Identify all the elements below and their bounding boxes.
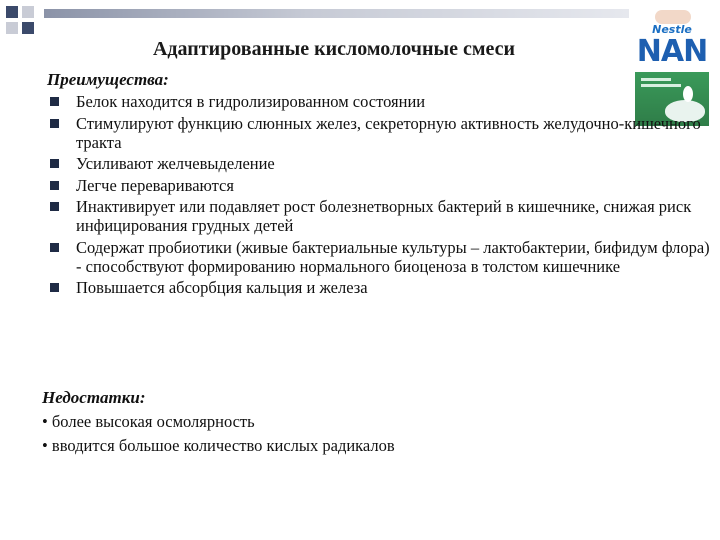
list-item: Инактивирует или подавляет рост болезнетворных бактерий в кишечнике, снижая риск инфицирования грудных детей [47, 197, 717, 235]
square-bullet-icon [50, 159, 59, 168]
corner-square-2 [22, 6, 34, 18]
list-item: Усиливают желчевыделение [47, 154, 717, 173]
disadvantages-heading: Недостатки: [42, 388, 146, 407]
product-seal [655, 10, 691, 24]
list-item: Содержат пробиотики (живые бактериальные культуры – лактобактерии, бифидум флора) - способствуют формированию нормального биоценоза в толстом кишечнике [47, 238, 717, 276]
disadvantages-list [42, 410, 395, 458]
advantages-list [47, 92, 717, 300]
square-bullet-icon [50, 181, 59, 190]
square-bullet-icon [50, 202, 59, 211]
list-item: • более высокая осмолярность [42, 412, 255, 431]
list-item: Стимулируют функцию слюнных желез, секреторную активность желудочно-кишечного тракта [47, 114, 717, 152]
nan-logo: NAN [636, 34, 708, 69]
square-bullet-icon [50, 243, 59, 252]
slide-title: Адаптированные кисломолочные смеси [152, 38, 515, 60]
header-band [44, 9, 629, 18]
corner-square-3 [6, 22, 18, 34]
square-bullet-icon [50, 97, 59, 106]
nestle-brand: Nestle [652, 23, 692, 36]
corner-square-4 [22, 22, 34, 34]
list-item: Белок находится в гидролизированном состоянии [47, 92, 717, 111]
corner-square-1 [6, 6, 18, 18]
list-item: Повышается абсорбция кальция и железа [47, 278, 717, 297]
list-item: • вводится большое количество кислых радикалов [42, 436, 395, 455]
square-bullet-icon [50, 283, 59, 292]
list-item: Легче перевариваются [47, 176, 717, 195]
advantages-heading: Преимущества: [47, 70, 169, 89]
square-bullet-icon [50, 119, 59, 128]
